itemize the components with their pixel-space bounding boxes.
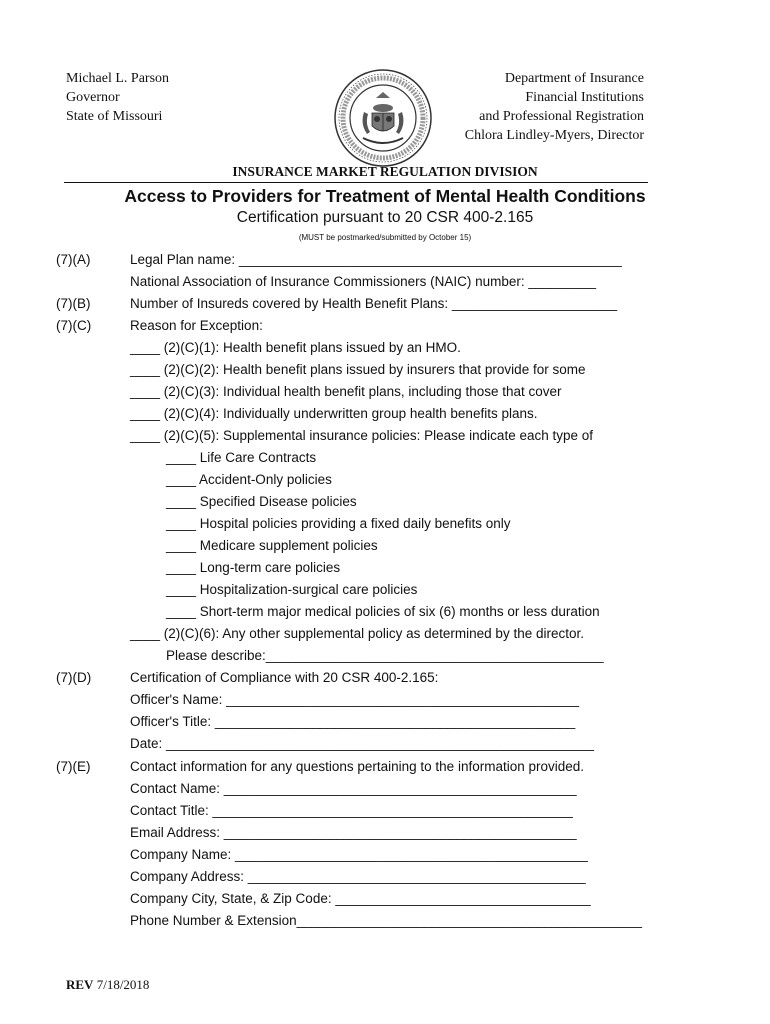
state-seal-icon <box>333 68 433 168</box>
policy-long-term-care-checkbox[interactable]: ____ Long-term care policies <box>166 560 341 575</box>
exception-c3-checkbox[interactable]: ____ (2)(C)(3): Individual health benefit plans, including those that cover <box>130 384 562 399</box>
form-subtitle: Certification pursuant to 20 CSR 400-2.165 <box>236 209 534 226</box>
governor-title: Governor <box>66 90 120 105</box>
section-7a-label: (7)(A) <box>56 252 91 267</box>
policy-hospital-fixed-checkbox[interactable]: ____ Hospital policies providing a fixed daily benefits only <box>166 516 511 531</box>
policy-hospitalization-surgical-checkbox[interactable]: ____ Hospitalization-surgical care policies <box>166 582 418 597</box>
officer-title-field[interactable]: Officer's Title: ________________________________________________ <box>130 714 576 729</box>
revision-footer <box>66 977 149 993</box>
revision-date: 7/18/2018 <box>96 977 150 992</box>
exception-c1-checkbox[interactable]: ____ (2)(C)(1): Health benefit plans issued by an HMO. <box>130 340 461 355</box>
contact-title-field[interactable]: Contact Title: ________________________________________________ <box>130 803 573 818</box>
company-name-field[interactable]: Company Name: _______________________________________________ <box>130 847 588 862</box>
department-block <box>465 69 644 145</box>
phone-extension-field[interactable]: Phone Number & Extension______________________________________________ <box>130 913 642 928</box>
contact-name-field[interactable]: Contact Name: _______________________________________________ <box>130 781 577 796</box>
certification-label: Certification of Compliance with 20 CSR 400-2.165: <box>130 670 439 685</box>
policy-life-care-checkbox[interactable]: ____ Life Care Contracts <box>166 450 317 465</box>
exception-c4-checkbox[interactable]: ____ (2)(C)(4): Individually underwritten group health benefits plans. <box>130 406 538 421</box>
governor-block <box>66 69 169 126</box>
deadline-note: (MUST be postmarked/submitted by October 15) <box>298 233 472 242</box>
contact-info-label: Contact information for any questions pertaining to the information provided. <box>130 759 585 774</box>
section-7b-label: (7)(B) <box>56 296 91 311</box>
reason-label: Reason for Exception: <box>130 318 263 333</box>
date-field[interactable]: Date: _________________________________________________________ <box>130 736 594 751</box>
policy-medicare-supplement-checkbox[interactable]: ____ Medicare supplement policies <box>166 538 378 553</box>
state-name: State of Missouri <box>66 109 163 124</box>
governor-name: Michael L. Parson <box>66 71 170 86</box>
section-7c-label: (7)(C) <box>56 318 92 333</box>
department-name: Department of Insurance <box>504 71 644 86</box>
department-line-2: Financial Institutions <box>525 90 644 105</box>
revision-label: REV <box>66 977 94 992</box>
policy-short-term-major-checkbox[interactable]: ____ Short-term major medical policies of six (6) months or less duration <box>166 604 600 619</box>
section-7e-label: (7)(E) <box>56 759 91 774</box>
describe-field[interactable]: Please describe:_____________________________________________ <box>166 648 604 663</box>
officer-name-field[interactable]: Officer's Name: _______________________________________________ <box>130 692 579 707</box>
policy-specified-disease-checkbox[interactable]: ____ Specified Disease policies <box>166 494 357 509</box>
header-divider <box>64 182 648 183</box>
policy-accident-only-checkbox[interactable]: ____ Accident-Only policies <box>166 472 332 487</box>
director-name: Chlora Lindley-Myers, Director <box>464 128 644 143</box>
exception-c5-checkbox[interactable]: ____ (2)(C)(5): Supplemental insurance policies: Please indicate each type of <box>130 428 594 443</box>
company-address-field[interactable]: Company Address: _____________________________________________ <box>130 869 586 884</box>
department-line-3: and Professional Registration <box>479 109 644 124</box>
email-address-field[interactable]: Email Address: _______________________________________________ <box>130 825 577 840</box>
insureds-count-field[interactable]: Number of Insureds covered by Health Benefit Plans: ______________________ <box>130 296 618 311</box>
form-title: Access to Providers for Treatment of Mental Health Conditions <box>124 186 646 206</box>
section-7d-label: (7)(D) <box>56 670 92 685</box>
legal-plan-name-field[interactable]: Legal Plan name: ___________________________________________________ <box>130 252 622 267</box>
exception-c6-checkbox[interactable]: ____ (2)(C)(6): Any other supplemental policy as determined by the director. <box>130 626 584 641</box>
exception-c2-checkbox[interactable]: ____ (2)(C)(2): Health benefit plans issued by insurers that provide for some <box>130 362 586 377</box>
division-title: INSURANCE MARKET REGULATION DIVISION <box>232 164 538 179</box>
company-city-state-zip-field[interactable]: Company City, State, & Zip Code: __________________________________ <box>130 891 591 906</box>
naic-number-field[interactable]: National Association of Insurance Commissioners (NAIC) number: _________ <box>130 274 596 289</box>
